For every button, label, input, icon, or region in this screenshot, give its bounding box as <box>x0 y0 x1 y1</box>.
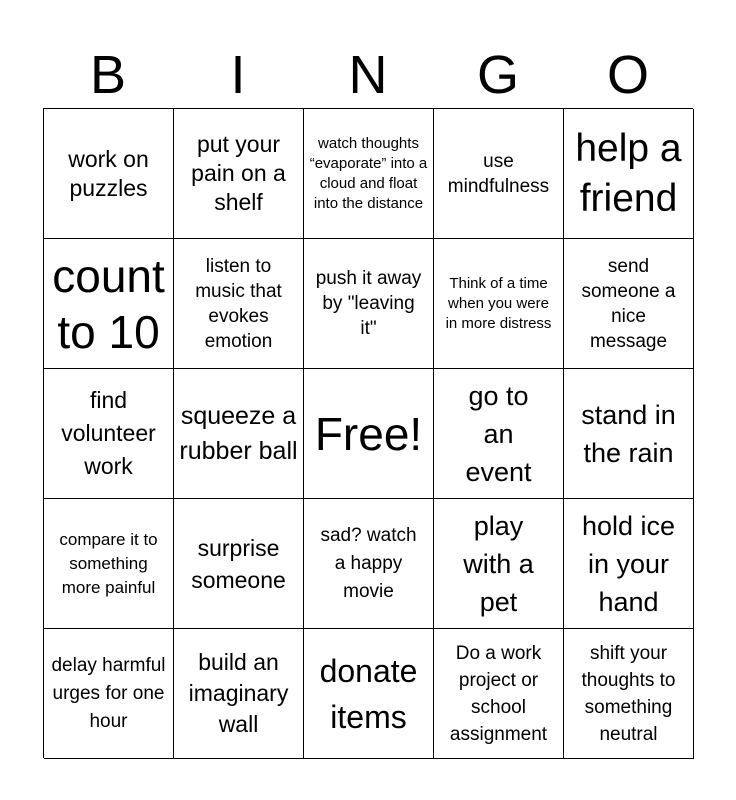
bingo-cell[interactable] <box>304 499 434 629</box>
bingo-cell[interactable] <box>44 239 174 369</box>
bingo-cell[interactable] <box>564 239 694 369</box>
cell-text: find volunteer work <box>61 387 156 479</box>
cell-text: work on puzzles <box>68 145 149 201</box>
cell-text: watch thoughts “evaporate” into a cloud and float into the distance <box>309 134 428 212</box>
cell-text: play with a pet <box>463 510 534 617</box>
cell-text: hold ice in your hand <box>581 510 676 617</box>
header-letter-i: I <box>230 45 246 105</box>
bingo-cell[interactable] <box>304 239 434 369</box>
header-letter-n: N <box>348 45 388 105</box>
bingo-cell[interactable] <box>174 499 304 629</box>
bingo-cell[interactable] <box>434 239 564 369</box>
bingo-cell[interactable] <box>434 499 564 629</box>
cell-text: delay harmful urges for one hour <box>51 654 166 732</box>
bingo-cell[interactable] <box>174 109 304 239</box>
cell-text: surprise someone <box>191 534 286 593</box>
free-label: Free! <box>314 407 423 460</box>
bingo-cell[interactable] <box>174 239 304 369</box>
cell-text: go to an event <box>465 380 532 487</box>
cell-text: Do a work project or school assignment <box>449 642 548 745</box>
bingo-cell[interactable] <box>304 109 434 239</box>
bingo-cell[interactable] <box>44 369 174 499</box>
cell-text: listen to music that evokes emotion <box>195 255 282 352</box>
bingo-cell[interactable] <box>174 369 304 499</box>
bingo-header <box>43 40 693 110</box>
cell-text: donate items <box>319 652 418 735</box>
bingo-cell[interactable] <box>174 629 304 759</box>
header-letter-o: O <box>606 45 649 105</box>
bingo-cell[interactable] <box>434 629 564 759</box>
header-letter-g: G <box>476 45 519 105</box>
cell-text: squeeze a rubber ball <box>179 401 298 465</box>
cell-text: build an imaginary wall <box>188 649 289 737</box>
bingo-cell[interactable] <box>564 369 694 499</box>
bingo-cell[interactable] <box>434 369 564 499</box>
bingo-cell[interactable] <box>434 109 564 239</box>
cell-text: count to 10 <box>52 249 165 358</box>
cell-text: help a friend <box>575 126 682 220</box>
header-letter-b: B <box>89 45 127 105</box>
cell-text: sad? watch a happy movie <box>320 524 417 602</box>
bingo-cell[interactable] <box>564 629 694 759</box>
bingo-grid <box>43 108 693 758</box>
bingo-cell[interactable] <box>44 109 174 239</box>
bingo-cell[interactable] <box>44 499 174 629</box>
bingo-cell[interactable] <box>304 629 434 759</box>
cell-text: compare it to something more painful <box>59 529 158 597</box>
free-space[interactable] <box>304 369 434 499</box>
cell-text: Think of a time when you were in more distress <box>445 274 552 332</box>
cell-text: push it away by "leaving it" <box>315 268 422 339</box>
bingo-cell[interactable] <box>564 499 694 629</box>
bingo-cell[interactable] <box>44 629 174 759</box>
bingo-cell[interactable] <box>564 109 694 239</box>
cell-text: stand in the rain <box>581 399 676 468</box>
cell-text: shift your thoughts to something neutral <box>581 642 676 745</box>
cell-text: send someone a nice message <box>581 255 676 352</box>
cell-text: use mindfulness <box>447 150 550 197</box>
cell-text: put your pain on a shelf <box>191 131 286 215</box>
